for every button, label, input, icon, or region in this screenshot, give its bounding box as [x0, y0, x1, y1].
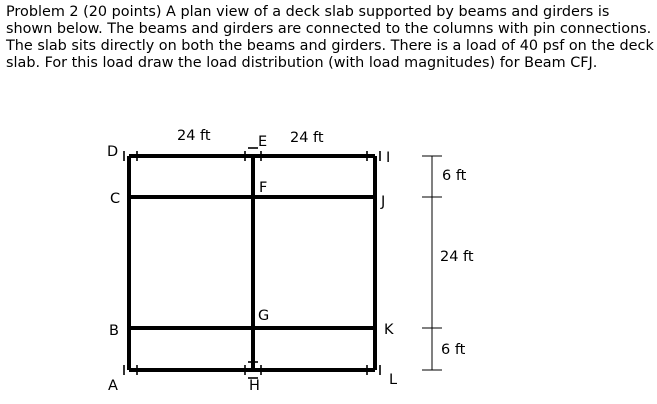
dim-middle-segment: 24 ft [440, 249, 474, 265]
dim-left-span: 24 ft [177, 128, 211, 144]
dim-top-segment: 6 ft [442, 168, 467, 184]
node-label-E: E [258, 134, 268, 150]
node-label-A: A [108, 378, 118, 394]
vertical-dimension-line [422, 156, 442, 370]
node-label-J: J [381, 194, 386, 210]
dim-bottom-segment: 6 ft [441, 342, 466, 358]
dim-right-span: 24 ft [290, 130, 324, 146]
node-label-H: H [249, 378, 260, 394]
node-label-G: G [258, 308, 270, 324]
node-label-C: C [110, 191, 121, 207]
node-label-F: F [259, 180, 268, 196]
node-label-B: B [109, 323, 119, 339]
node-label-K: K [384, 322, 394, 338]
node-label-L: L [389, 372, 398, 388]
node-label-I: I [386, 150, 391, 166]
node-label-D: D [107, 144, 119, 160]
problem-statement: Problem 2 (20 points) A plan view of a deck slab supported by beams and girders is shown below. The beams and girders are connected to the columns with pin connections. The slab sits directly on both the beams and girders. There is a load of 40 psf on the deck slab. For this load draw the load distribution (with load magnitudes) for Beam CFJ. [6, 4, 654, 71]
